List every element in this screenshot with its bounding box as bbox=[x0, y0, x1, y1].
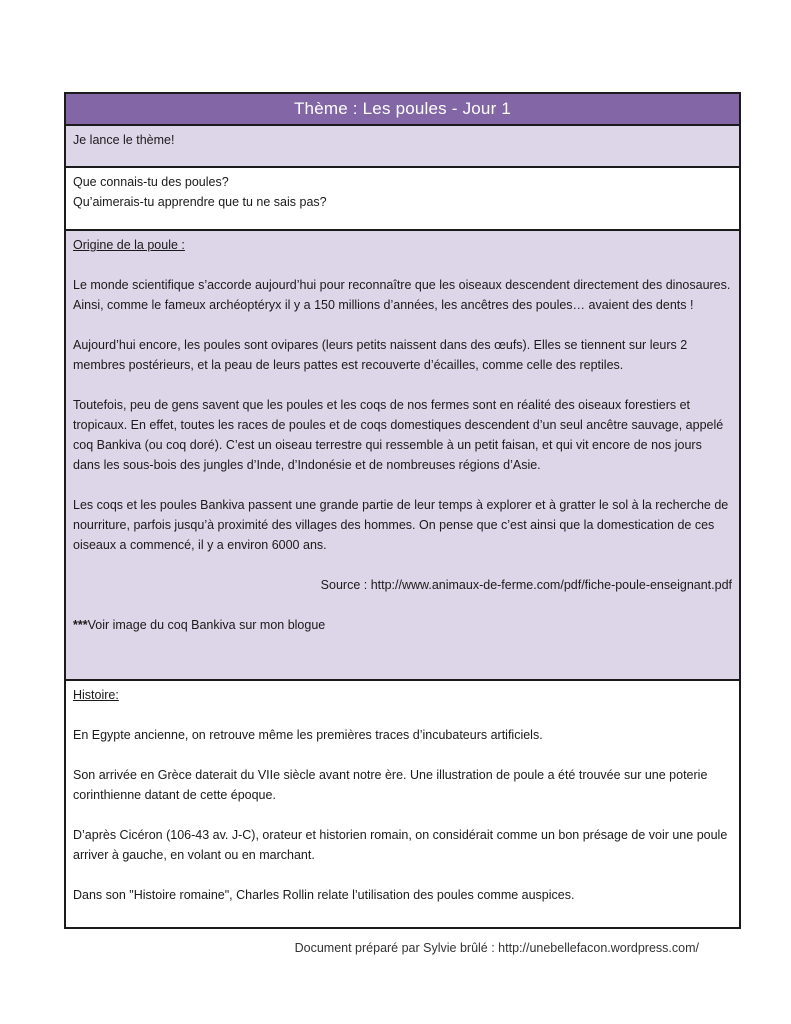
origine-paragraph-3: Toutefois, peu de gens savent que les poules et les coqs de nos fermes sont en réalité des oiseaux forestiers et tropicaux. En effet, toutes les races de poules et de coqs domestiques descendent d’un seul ancêtre sauvage, appelé coq Bankiva (ou coq doré). C’est un oiseau terrestre qui ressemble à un petit faisan, et qui vit encore de nos jours dans les sous-bois des jungles d’Inde, d’Indonésie et de nombreuses régions d’Asie. bbox=[73, 398, 724, 472]
origine-section bbox=[66, 231, 739, 681]
page-title: Thème : Les poules - Jour 1 bbox=[66, 94, 739, 126]
histoire-paragraph-4: Dans son "Histoire romaine", Charles Rollin relate l’utilisation des poules comme auspices. bbox=[73, 888, 575, 902]
histoire-heading: Histoire: bbox=[73, 688, 119, 702]
histoire-paragraph-1: En Egypte ancienne, on retrouve même les premières traces d’incubateurs artificiels. bbox=[73, 728, 543, 742]
origine-paragraph-4: Les coqs et les poules Bankiva passent une grande partie de leur temps à explorer et à gratter le sol à la recherche de nourriture, parfois jusqu’à proximité des villages des hommes. On pense que c’est ainsi que la domestication de ces oiseaux a commencé, il y a environ 6000 ans. bbox=[73, 498, 729, 552]
origine-paragraph-2: Aujourd’hui encore, les poules sont ovipares (leurs petits naissent dans des œufs). Elles se tiennent sur leurs 2 membres postérieurs, et la peau de leurs pattes est recouverte d’écailles, comme celle des reptiles. bbox=[73, 338, 688, 372]
lesson-table bbox=[64, 92, 741, 929]
note-text: Voir image du coq Bankiva sur mon blogue bbox=[87, 618, 326, 632]
histoire-paragraph-2: Son arrivée en Grèce daterait du VIIe siècle avant notre ère. Une illustration de poule a été trouvée sur une poterie corinthienne datant de cette époque. bbox=[73, 768, 708, 802]
intro-text: Je lance le thème! bbox=[73, 133, 175, 147]
source-citation: Source : http://www.animaux-de-ferme.com/pdf/fiche-poule-enseignant.pdf bbox=[320, 578, 732, 592]
origine-paragraph-1: Le monde scientifique s’accorde aujourd’hui pour reconnaître que les oiseaux descendent directement des dinosaures. Ainsi, comme le fameux archéoptéryx il y a 150 millions d’années, les ancêtres des poules… avaient des dents ! bbox=[73, 278, 731, 312]
histoire-section bbox=[66, 681, 739, 927]
intro-row bbox=[66, 126, 739, 168]
questions-row bbox=[66, 168, 739, 231]
histoire-paragraph-3: D’après Cicéron (106-43 av. J-C), orateur et historien romain, on considérait comme un bon présage de voir une poule arriver à gauche, en volant ou en marchant. bbox=[73, 828, 728, 862]
origine-heading: Origine de la poule : bbox=[73, 238, 185, 252]
blog-note bbox=[73, 615, 732, 635]
question-2: Qu’aimerais-tu apprendre que tu ne sais pas? bbox=[73, 195, 327, 209]
note-stars: *** bbox=[73, 618, 88, 632]
document-footer: Document préparé par Sylvie brûlé : http://unebellefacon.wordpress.com/ bbox=[294, 941, 699, 955]
question-1: Que connais-tu des poules? bbox=[73, 175, 229, 189]
